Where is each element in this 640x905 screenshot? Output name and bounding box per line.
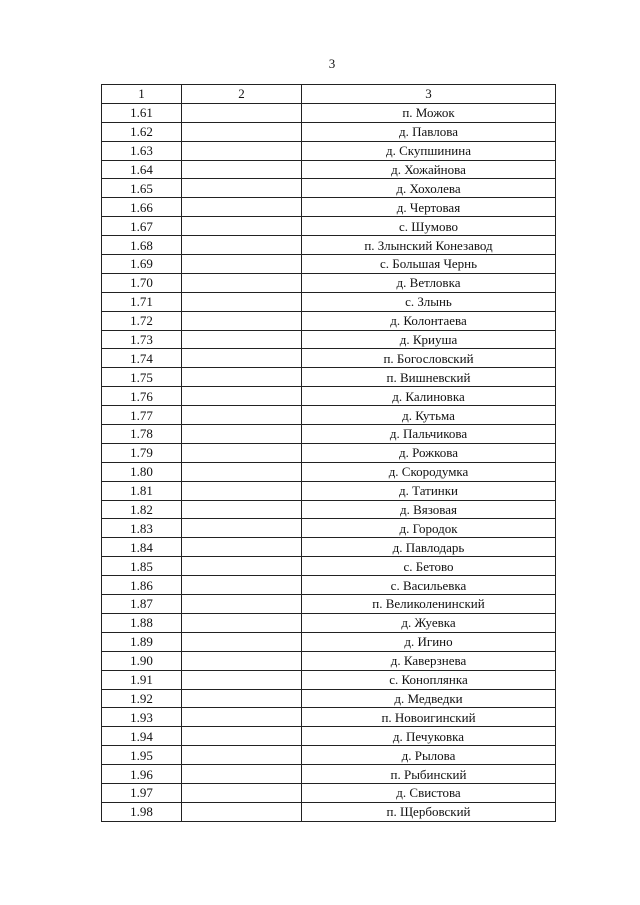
table-row: [102, 481, 556, 500]
row-column-2-cell: [182, 160, 302, 179]
table-row: [102, 727, 556, 746]
row-column-2-cell: [182, 122, 302, 141]
row-column-2-cell: [182, 481, 302, 500]
table-row: [102, 368, 556, 387]
row-number-cell: 1.81: [102, 481, 182, 500]
row-column-2-cell: [182, 406, 302, 425]
settlement-name-cell: д. Городок: [302, 519, 556, 538]
row-number-cell: 1.88: [102, 613, 182, 632]
table-row: [102, 538, 556, 557]
row-number-cell: 1.79: [102, 443, 182, 462]
row-column-2-cell: [182, 141, 302, 160]
column-header-2: 2: [182, 85, 302, 104]
row-number-cell: 1.86: [102, 576, 182, 595]
settlement-name-cell: п. Злынский Конезавод: [302, 236, 556, 255]
settlement-name-cell: д. Хохолева: [302, 179, 556, 198]
row-number-cell: 1.69: [102, 255, 182, 274]
row-number-cell: 1.80: [102, 462, 182, 481]
row-column-2-cell: [182, 670, 302, 689]
row-column-2-cell: [182, 255, 302, 274]
settlement-name-cell: д. Жуевка: [302, 613, 556, 632]
settlement-name-cell: д. Хожайнова: [302, 160, 556, 179]
settlement-name-cell: д. Рылова: [302, 746, 556, 765]
row-column-2-cell: [182, 519, 302, 538]
row-number-cell: 1.89: [102, 632, 182, 651]
table-row: [102, 330, 556, 349]
table-row: [102, 462, 556, 481]
table-row: [102, 708, 556, 727]
row-column-2-cell: [182, 557, 302, 576]
table-row: [102, 292, 556, 311]
row-number-cell: 1.96: [102, 765, 182, 784]
settlement-name-cell: д. Рожкова: [302, 443, 556, 462]
table-row: [102, 443, 556, 462]
row-column-2-cell: [182, 349, 302, 368]
settlement-name-cell: д. Павлодарь: [302, 538, 556, 557]
row-column-2-cell: [182, 746, 302, 765]
page-number: 3: [328, 56, 336, 71]
row-number-cell: 1.67: [102, 217, 182, 236]
row-number-cell: 1.64: [102, 160, 182, 179]
settlement-name-cell: д. Чертовая: [302, 198, 556, 217]
settlement-name-cell: д. Каверзнева: [302, 651, 556, 670]
table-row: [102, 576, 556, 595]
row-column-2-cell: [182, 330, 302, 349]
table-row: [102, 349, 556, 368]
table-row: [102, 198, 556, 217]
table-row: [102, 557, 556, 576]
row-column-2-cell: [182, 425, 302, 444]
settlement-name-cell: д. Кутьма: [302, 406, 556, 425]
table-row: [102, 236, 556, 255]
row-number-cell: 1.98: [102, 802, 182, 821]
row-column-2-cell: [182, 765, 302, 784]
table-row: [102, 500, 556, 519]
row-column-2-cell: [182, 462, 302, 481]
settlement-name-cell: с. Васильевка: [302, 576, 556, 595]
settlement-name-cell: д. Вязовая: [302, 500, 556, 519]
row-number-cell: 1.84: [102, 538, 182, 557]
row-column-2-cell: [182, 802, 302, 821]
row-number-cell: 1.61: [102, 103, 182, 122]
table-row: [102, 802, 556, 821]
row-column-2-cell: [182, 311, 302, 330]
table-row: [102, 765, 556, 784]
settlement-name-cell: п. Рыбинский: [302, 765, 556, 784]
row-number-cell: 1.95: [102, 746, 182, 765]
table-row: [102, 122, 556, 141]
row-number-cell: 1.73: [102, 330, 182, 349]
table-row: [102, 595, 556, 614]
settlement-name-cell: п. Щербовский: [302, 802, 556, 821]
table-row: [102, 783, 556, 802]
settlement-name-cell: п. Можок: [302, 103, 556, 122]
table-row: [102, 160, 556, 179]
settlement-name-cell: д. Печуковка: [302, 727, 556, 746]
settlement-name-cell: д. Свистова: [302, 783, 556, 802]
settlement-name-cell: п. Новоигинский: [302, 708, 556, 727]
column-header-3: 3: [302, 85, 556, 104]
settlement-name-cell: с. Шумово: [302, 217, 556, 236]
row-number-cell: 1.72: [102, 311, 182, 330]
settlement-name-cell: д. Скородумка: [302, 462, 556, 481]
row-number-cell: 1.62: [102, 122, 182, 141]
row-column-2-cell: [182, 292, 302, 311]
table-row: [102, 425, 556, 444]
row-number-cell: 1.85: [102, 557, 182, 576]
settlement-name-cell: с. Большая Чернь: [302, 255, 556, 274]
row-number-cell: 1.70: [102, 273, 182, 292]
row-number-cell: 1.71: [102, 292, 182, 311]
settlement-name-cell: д. Павлова: [302, 122, 556, 141]
row-number-cell: 1.77: [102, 406, 182, 425]
table-row: [102, 255, 556, 274]
table-row: [102, 311, 556, 330]
row-column-2-cell: [182, 576, 302, 595]
row-column-2-cell: [182, 613, 302, 632]
table-row: [102, 746, 556, 765]
row-column-2-cell: [182, 179, 302, 198]
row-column-2-cell: [182, 217, 302, 236]
row-column-2-cell: [182, 727, 302, 746]
table-row: [102, 387, 556, 406]
table-row: [102, 670, 556, 689]
row-number-cell: 1.92: [102, 689, 182, 708]
row-column-2-cell: [182, 632, 302, 651]
table-row: [102, 217, 556, 236]
row-number-cell: 1.97: [102, 783, 182, 802]
row-column-2-cell: [182, 103, 302, 122]
settlement-name-cell: д. Медведки: [302, 689, 556, 708]
row-number-cell: 1.63: [102, 141, 182, 160]
table-row: [102, 273, 556, 292]
row-column-2-cell: [182, 387, 302, 406]
settlement-name-cell: п. Великоленинский: [302, 595, 556, 614]
table-row: [102, 689, 556, 708]
table-row: [102, 103, 556, 122]
row-column-2-cell: [182, 443, 302, 462]
settlements-table: [101, 84, 556, 822]
row-number-cell: 1.94: [102, 727, 182, 746]
row-column-2-cell: [182, 368, 302, 387]
settlement-name-cell: д. Пальчикова: [302, 425, 556, 444]
row-number-cell: 1.75: [102, 368, 182, 387]
row-column-2-cell: [182, 198, 302, 217]
row-number-cell: 1.90: [102, 651, 182, 670]
row-column-2-cell: [182, 236, 302, 255]
row-column-2-cell: [182, 651, 302, 670]
row-number-cell: 1.74: [102, 349, 182, 368]
row-column-2-cell: [182, 595, 302, 614]
table-row: [102, 632, 556, 651]
row-number-cell: 1.78: [102, 425, 182, 444]
settlement-name-cell: с. Злынь: [302, 292, 556, 311]
settlement-name-cell: п. Богословский: [302, 349, 556, 368]
settlement-name-cell: д. Ветловка: [302, 273, 556, 292]
row-number-cell: 1.87: [102, 595, 182, 614]
row-number-cell: 1.66: [102, 198, 182, 217]
settlement-name-cell: д. Криуша: [302, 330, 556, 349]
settlement-name-cell: п. Вишневский: [302, 368, 556, 387]
table-row: [102, 179, 556, 198]
settlement-name-cell: д. Колонтаева: [302, 311, 556, 330]
table-row: [102, 613, 556, 632]
row-number-cell: 1.82: [102, 500, 182, 519]
column-header-1: 1: [102, 85, 182, 104]
settlement-name-cell: д. Игино: [302, 632, 556, 651]
settlement-name-cell: д. Татинки: [302, 481, 556, 500]
table-row: [102, 141, 556, 160]
table-row: [102, 519, 556, 538]
row-number-cell: 1.65: [102, 179, 182, 198]
table-header-row: [102, 85, 556, 104]
settlement-name-cell: с. Коноплянка: [302, 670, 556, 689]
row-number-cell: 1.91: [102, 670, 182, 689]
settlement-name-cell: д. Калиновка: [302, 387, 556, 406]
row-column-2-cell: [182, 273, 302, 292]
settlement-name-cell: д. Скупшинина: [302, 141, 556, 160]
row-column-2-cell: [182, 689, 302, 708]
table-body: [102, 85, 556, 822]
row-column-2-cell: [182, 538, 302, 557]
table-row: [102, 651, 556, 670]
row-number-cell: 1.76: [102, 387, 182, 406]
row-number-cell: 1.93: [102, 708, 182, 727]
row-column-2-cell: [182, 708, 302, 727]
table-row: [102, 406, 556, 425]
settlement-name-cell: с. Бетово: [302, 557, 556, 576]
row-column-2-cell: [182, 500, 302, 519]
row-number-cell: 1.68: [102, 236, 182, 255]
row-number-cell: 1.83: [102, 519, 182, 538]
row-column-2-cell: [182, 783, 302, 802]
